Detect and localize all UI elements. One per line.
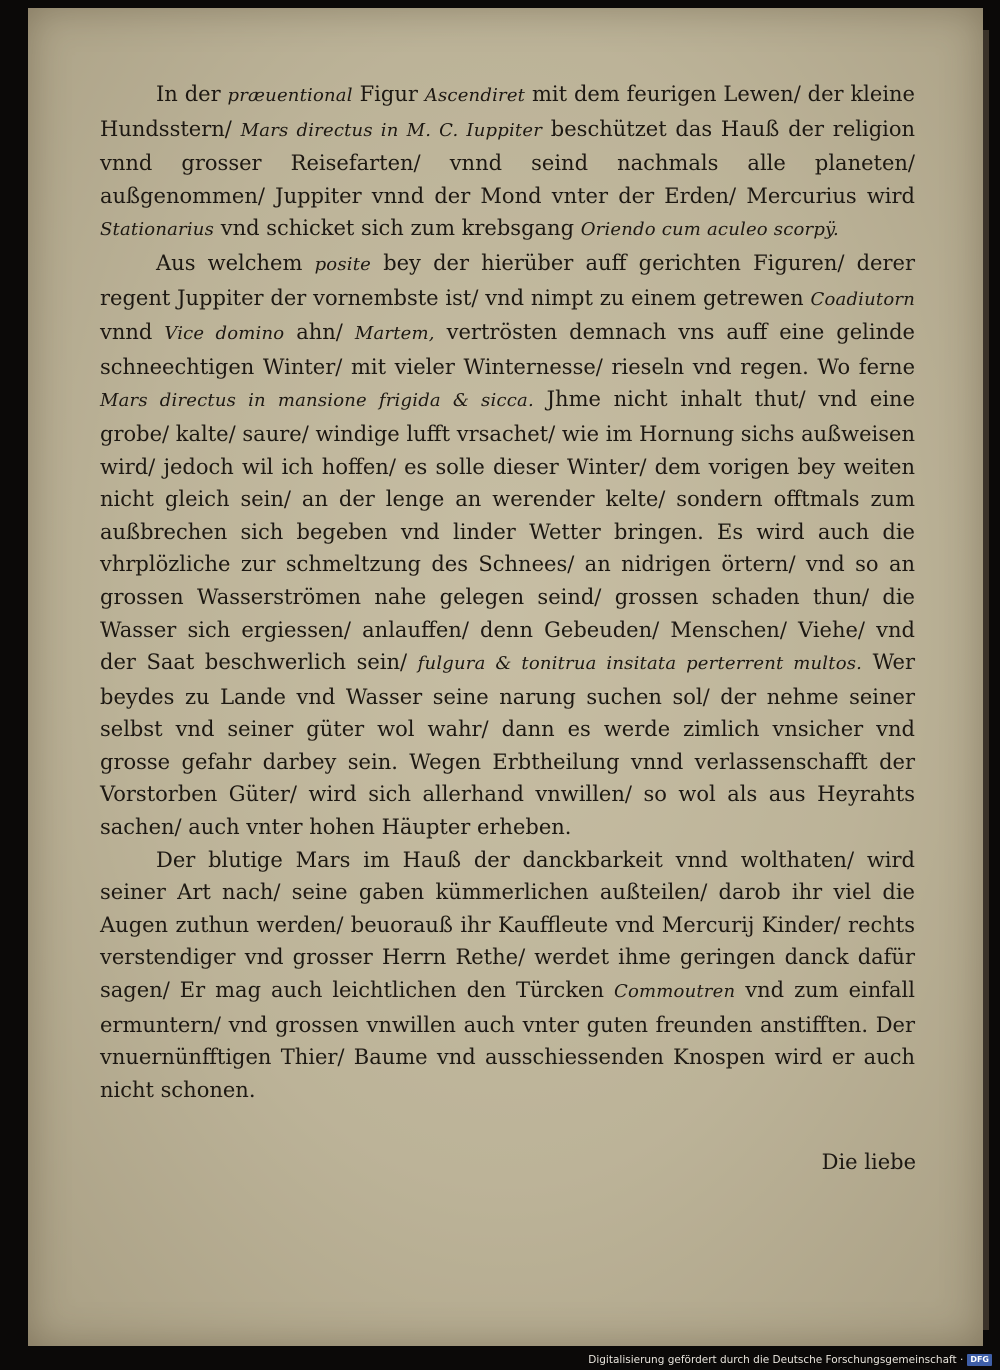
latin-italic-run: posite xyxy=(314,253,372,275)
latin-italic-run: Martem, xyxy=(354,323,435,345)
latin-italic-run: præuentional xyxy=(227,85,353,106)
text-run: ahn/ xyxy=(284,320,355,345)
page-edge-shadow xyxy=(983,30,989,1330)
paragraph xyxy=(100,78,915,247)
latin-italic-run: Ascendiret xyxy=(424,85,526,106)
latin-italic-run: Mars directus in mansione frigida & sicca. xyxy=(100,390,534,412)
text-run: vnnd xyxy=(100,320,165,345)
text-run: bey der hierüber auff gerichten Figuren/ derer regent Juppiter der vornembste ist/ vnd nimpt zu einem getrewen xyxy=(100,250,915,310)
text-run: Der blutige Mars im Hauß der danckbarkeit vnnd wolthaten/ wird seiner Art nach/ seine gaben kümmerlichen außteilen/ darob ihr viel die Augen zuthun werden/ beuorauß ihr Kauffleute vnd Mercurij Kinder/ rechts verstendiger vnd grosser Herrn Rethe/ werdet ihme geringen danck dafür sagen/ Er mag auch leichtlichen den Türcken xyxy=(100,847,915,1003)
paragraph xyxy=(100,844,915,1107)
text-run: mit dem feurigen Lewen/ der kleine Hundsstern/ xyxy=(100,82,915,141)
latin-italic-run: Stationarius xyxy=(100,219,215,241)
text-run: Wer beydes zu Lande vnd Wasser seine narung suchen sol/ der nehme seiner selbst vnd seiner güter wol wahr/ dann es werde zimlich vnsicher vnd grosse gefahr darbey sein. Wegen Erbtheilung vnnd verlassenschafft der Vorstorben Güter/ wird sich allerhand vnwillen/ so wol als aus Heyrahts sachen/ auch vnter hohen Häupter erheben. xyxy=(100,650,916,840)
catchword: Die liebe xyxy=(821,1150,916,1174)
page-body-text xyxy=(100,78,915,1106)
latin-italic-run: Mars directus in M. C. Iuppiter xyxy=(240,119,543,141)
text-run: In der xyxy=(156,82,228,106)
latin-italic-run: Commoutren xyxy=(614,981,736,1003)
text-run: Figur xyxy=(352,82,425,106)
digitization-credit xyxy=(560,1352,992,1368)
latin-italic-run: Coadiutorn xyxy=(810,288,915,310)
latin-italic-run: Oriendo cum aculeo scorpÿ. xyxy=(580,219,839,241)
text-run: Jhme nicht inhalt thut/ vnd eine grobe/ kalte/ saure/ windige lufft vrsachet/ wie im Hornung sichs außweisen wird/ jedoch wil ich hoffen/ es solle dieser Winter/ dem vorigen bey weiten nicht gleich sein/ an der lenge an werender kelte/ sondern offtmals zum außbrechen sich begeben vnd linder Wetter bringen. Es wird auch die vhrplözliche zur schmeltzung des Schnees/ an nidrigen örtern/ vnd so an grossen Wasserströmen nahe gelegen seind/ grossen schaden thun/ die Wasser sich ergiessen/ anlauffen/ denn Gebeuden/ Menschen/ Viehe/ vnd der Saat beschwerlich sein/ xyxy=(100,387,915,675)
text-run: vertrösten demnach vns auff eine gelinde schneechtigen Winter/ mit vieler Winternesse/ rieseln vnd regen. Wo ferne xyxy=(100,320,915,379)
text-run: Aus welchem xyxy=(156,250,315,275)
text-run: vnd zum einfall ermuntern/ vnd grossen vnwillen auch vnter guten freunden anstifften. Der vnuernünfftigen Thier/ Baume vnd ausschiessenden Knospen wird er auch nicht schonen. xyxy=(100,978,915,1102)
credit-text: Digitalisierung gefördert durch die Deutsche Forschungsgemeinschaft · xyxy=(588,1354,964,1366)
text-run: vnd schicket sich zum krebsgang xyxy=(214,216,581,241)
latin-italic-run: fulgura & tonitrua insitata perterrent multos. xyxy=(417,653,863,675)
paragraph xyxy=(100,247,915,844)
dfg-logo: DFG xyxy=(967,1354,992,1366)
latin-italic-run: Vice domino xyxy=(164,323,285,345)
text-run: beschützet das Hauß der religion vnnd grosser Reisefarten/ vnnd seind nachmals alle planeten/ außgenommen/ Juppiter vnnd der Mond vnter der Erden/ Mercurius wird xyxy=(100,116,916,208)
